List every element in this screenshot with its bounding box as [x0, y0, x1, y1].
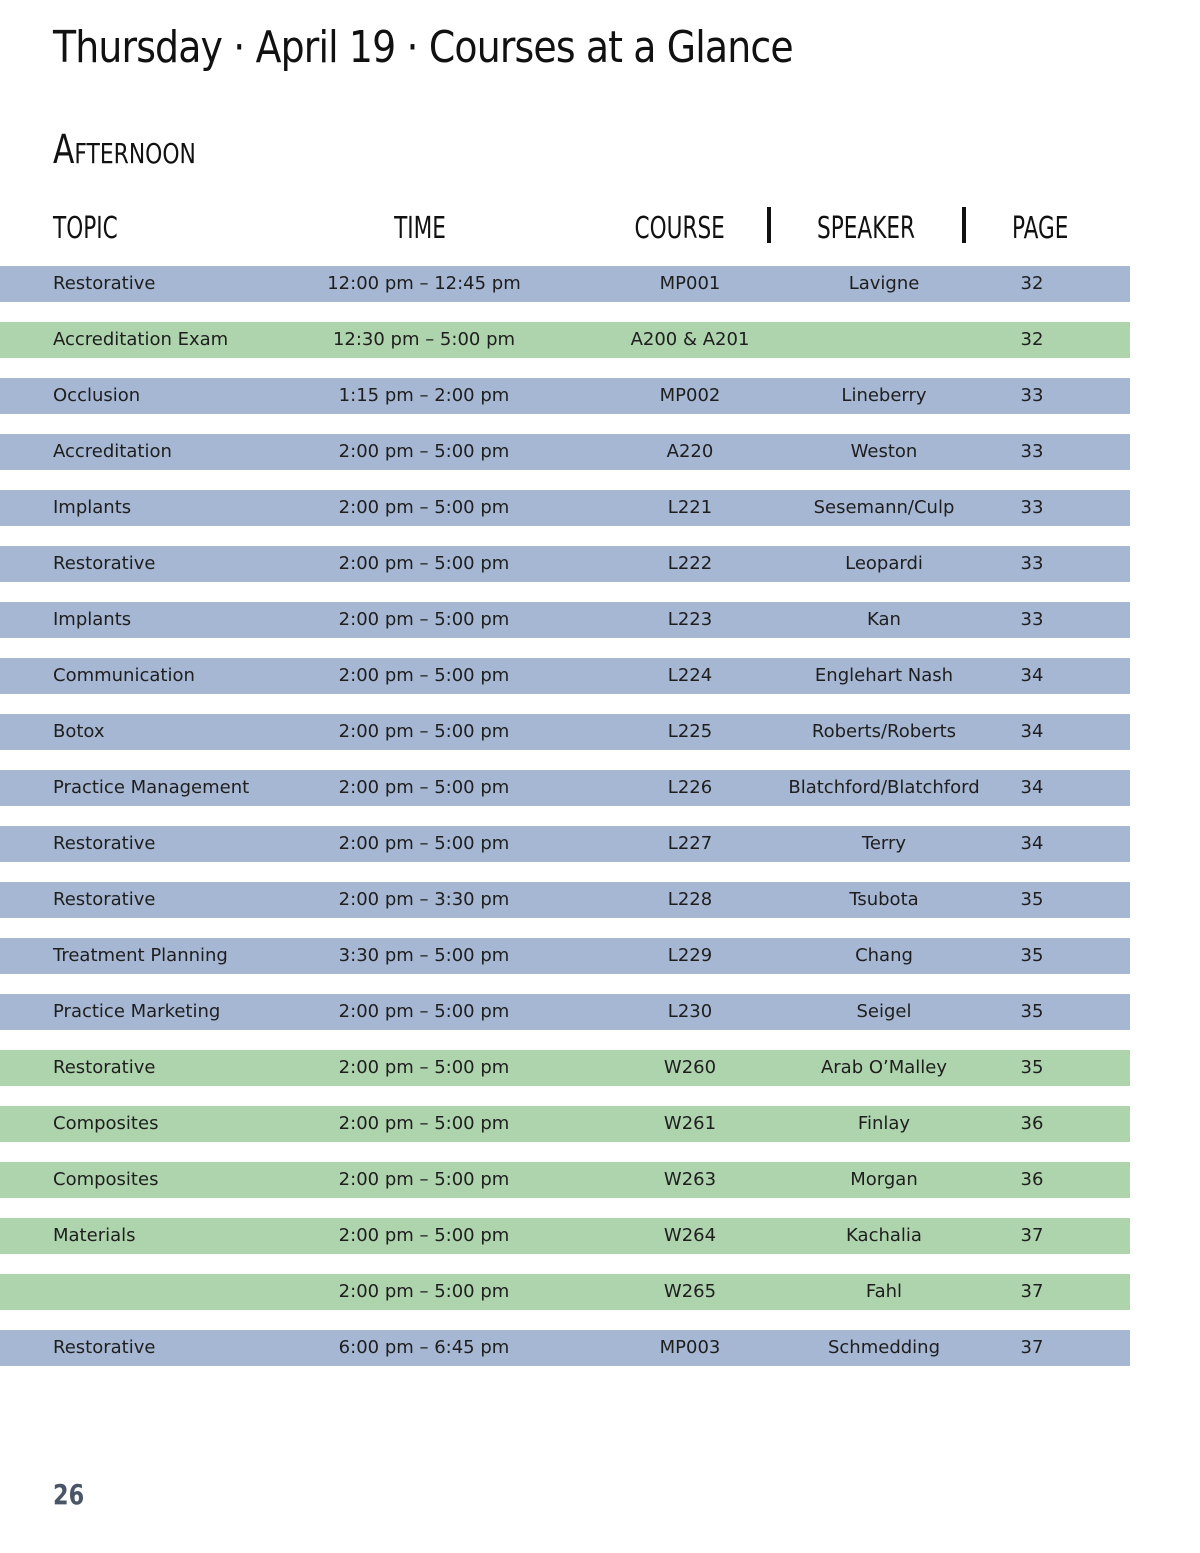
cell-speaker: Arab O’Malley — [820, 1057, 948, 1078]
cell-page: 35 — [1020, 1057, 1044, 1078]
cell-topic: Botox — [53, 721, 105, 742]
cell-course: W261 — [663, 1113, 717, 1134]
header-divider — [767, 207, 771, 243]
header-course: COURSE — [634, 211, 726, 246]
cell-speaker: Lavigne — [848, 273, 920, 294]
cell-topic: Restorative — [53, 833, 156, 854]
cell-course: L225 — [667, 721, 713, 742]
header-page: PAGE — [1011, 211, 1069, 246]
cell-time: 2:00 pm – 5:00 pm — [338, 833, 510, 854]
cell-speaker: Schmedding — [827, 1337, 941, 1358]
page-number: 26 — [53, 1478, 85, 1511]
cell-course: L223 — [667, 609, 713, 630]
table-row — [0, 490, 1130, 526]
cell-page: 34 — [1020, 665, 1044, 686]
table-row — [0, 602, 1130, 638]
table-row — [0, 658, 1130, 694]
cell-speaker: Englehart Nash — [814, 665, 954, 686]
cell-course: L230 — [667, 1001, 713, 1022]
cell-time: 2:00 pm – 5:00 pm — [338, 777, 510, 798]
cell-speaker: Leopardi — [845, 553, 923, 574]
cell-topic: Accreditation — [53, 441, 172, 462]
cell-page: 34 — [1020, 833, 1044, 854]
cell-speaker: Fahl — [865, 1281, 903, 1302]
cell-page: 34 — [1020, 721, 1044, 742]
cell-page: 33 — [1020, 553, 1044, 574]
cell-time: 2:00 pm – 5:00 pm — [338, 1281, 510, 1302]
table-row — [0, 994, 1130, 1030]
cell-course: W264 — [663, 1225, 717, 1246]
cell-time: 12:00 pm – 12:45 pm — [327, 273, 521, 294]
cell-course: W263 — [663, 1169, 717, 1190]
cell-speaker: Blatchford/Blatchford — [788, 777, 980, 798]
cell-page: 32 — [1020, 329, 1044, 350]
cell-page: 34 — [1020, 777, 1044, 798]
cell-speaker: Roberts/Roberts — [811, 721, 957, 742]
cell-course: W260 — [663, 1057, 717, 1078]
cell-speaker: Kan — [867, 609, 901, 630]
cell-course: L228 — [667, 889, 713, 910]
table-row — [0, 1162, 1130, 1198]
cell-speaker: Sesemann/Culp — [813, 497, 955, 518]
table-row — [0, 826, 1130, 862]
cell-topic: Restorative — [53, 889, 156, 910]
cell-course: MP003 — [659, 1337, 721, 1358]
cell-page: 35 — [1020, 945, 1044, 966]
cell-course: L224 — [667, 665, 713, 686]
cell-speaker: Kachalia — [846, 1225, 922, 1246]
cell-course: L226 — [667, 777, 713, 798]
cell-topic: Materials — [53, 1225, 136, 1246]
cell-page: 37 — [1020, 1281, 1044, 1302]
cell-time: 2:00 pm – 5:00 pm — [338, 665, 510, 686]
cell-topic: Communication — [53, 665, 195, 686]
cell-topic: Implants — [53, 609, 132, 630]
course-table — [0, 266, 1130, 1386]
cell-time: 1:15 pm – 2:00 pm — [338, 385, 510, 406]
cell-page: 35 — [1020, 1001, 1044, 1022]
cell-topic: Treatment Planning — [53, 945, 228, 966]
cell-topic: Restorative — [53, 553, 156, 574]
table-row — [0, 882, 1130, 918]
cell-speaker: Chang — [855, 945, 913, 966]
section-title: Afternoon — [53, 127, 196, 173]
cell-time: 2:00 pm – 5:00 pm — [338, 721, 510, 742]
cell-topic: Restorative — [53, 273, 156, 294]
cell-page: 32 — [1020, 273, 1044, 294]
cell-time: 2:00 pm – 5:00 pm — [338, 497, 510, 518]
header-divider — [962, 207, 966, 243]
cell-topic: Practice Marketing — [53, 1001, 221, 1022]
table-row — [0, 770, 1130, 806]
table-row — [0, 1106, 1130, 1142]
cell-course: L229 — [667, 945, 713, 966]
table-row — [0, 322, 1130, 358]
cell-time: 2:00 pm – 5:00 pm — [338, 1225, 510, 1246]
cell-speaker: Finlay — [857, 1113, 911, 1134]
cell-page: 33 — [1020, 441, 1044, 462]
cell-page: 37 — [1020, 1337, 1044, 1358]
cell-time: 2:00 pm – 5:00 pm — [338, 1169, 510, 1190]
table-row — [0, 1330, 1130, 1366]
cell-time: 2:00 pm – 5:00 pm — [338, 1113, 510, 1134]
cell-topic: Composites — [53, 1169, 159, 1190]
cell-page: 33 — [1020, 497, 1044, 518]
cell-page: 33 — [1020, 609, 1044, 630]
cell-speaker: Weston — [850, 441, 918, 462]
table-row — [0, 266, 1130, 302]
table-row — [0, 434, 1130, 470]
table-row — [0, 1050, 1130, 1086]
cell-course: L227 — [667, 833, 713, 854]
cell-course: MP001 — [659, 273, 721, 294]
cell-topic: Restorative — [53, 1057, 156, 1078]
table-row — [0, 546, 1130, 582]
cell-time: 2:00 pm – 5:00 pm — [338, 609, 510, 630]
table-row — [0, 378, 1130, 414]
cell-page: 36 — [1020, 1169, 1044, 1190]
cell-speaker: Terry — [861, 833, 907, 854]
page-title: Thursday · April 19 · Courses at a Glance — [53, 22, 793, 73]
table-header — [0, 205, 1130, 255]
cell-speaker: Tsubota — [849, 889, 919, 910]
cell-time: 2:00 pm – 5:00 pm — [338, 553, 510, 574]
cell-topic: Practice Management — [53, 777, 250, 798]
cell-time: 2:00 pm – 5:00 pm — [338, 441, 510, 462]
cell-page: 35 — [1020, 889, 1044, 910]
cell-topic: Restorative — [53, 1337, 156, 1358]
cell-page: 36 — [1020, 1113, 1044, 1134]
cell-topic: Composites — [53, 1113, 159, 1134]
cell-time: 2:00 pm – 5:00 pm — [338, 1001, 510, 1022]
header-time: TIME — [394, 211, 446, 246]
table-row — [0, 1218, 1130, 1254]
table-row — [0, 1274, 1130, 1310]
header-topic: TOPIC — [53, 211, 118, 246]
header-speaker: SPEAKER — [817, 211, 915, 246]
cell-time: 12:30 pm – 5:00 pm — [332, 329, 516, 350]
cell-page: 33 — [1020, 385, 1044, 406]
cell-topic: Accreditation Exam — [53, 329, 229, 350]
cell-topic: Occlusion — [53, 385, 141, 406]
cell-course: W265 — [663, 1281, 717, 1302]
table-row — [0, 938, 1130, 974]
cell-speaker: Lineberry — [841, 385, 927, 406]
cell-course: L221 — [667, 497, 713, 518]
cell-time: 3:30 pm – 5:00 pm — [338, 945, 510, 966]
cell-speaker: Seigel — [856, 1001, 912, 1022]
table-row — [0, 714, 1130, 750]
cell-topic: Implants — [53, 497, 132, 518]
cell-course: A200 & A201 — [630, 329, 750, 350]
cell-time: 2:00 pm – 5:00 pm — [338, 1057, 510, 1078]
cell-speaker: Morgan — [850, 1169, 918, 1190]
cell-time: 2:00 pm – 3:30 pm — [338, 889, 510, 910]
cell-course: A220 — [666, 441, 714, 462]
cell-page: 37 — [1020, 1225, 1044, 1246]
cell-time: 6:00 pm – 6:45 pm — [338, 1337, 510, 1358]
cell-course: L222 — [667, 553, 713, 574]
cell-course: MP002 — [659, 385, 721, 406]
